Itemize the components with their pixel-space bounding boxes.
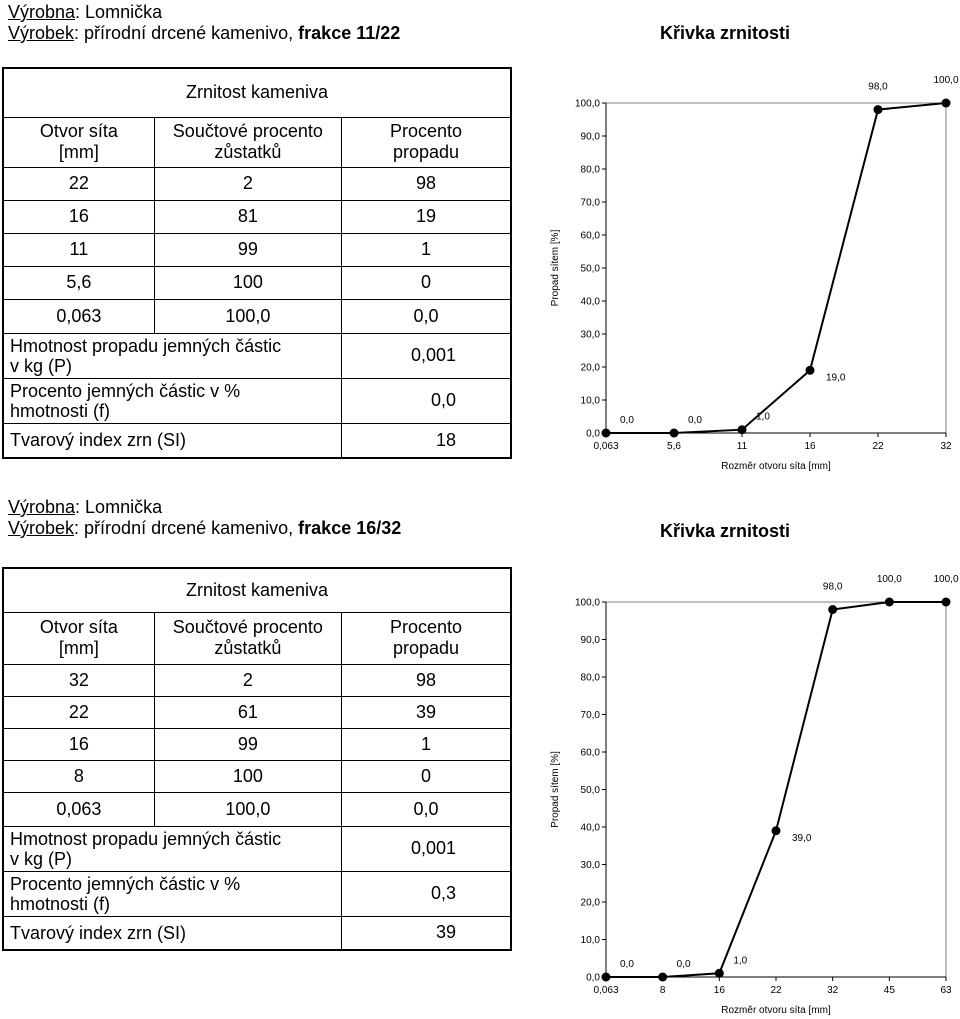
data-point — [772, 826, 781, 835]
table-row: 32 2 98 — [3, 664, 511, 696]
data-label: 100,0 — [933, 574, 959, 585]
shape-index-label: Tvarový index zrn (SI) — [3, 916, 341, 950]
fines-mass-label: Hmotnost propadu jemných částic v kg (P) — [3, 826, 341, 871]
data-point — [602, 429, 611, 438]
table-row: 5,6 100 0 — [3, 266, 511, 299]
col-header-passing: Procento propadu — [341, 612, 511, 664]
data-point — [828, 605, 837, 614]
data-label: 1,0 — [756, 411, 770, 423]
data-label: 100,0 — [933, 75, 959, 86]
product-header — [8, 497, 401, 539]
y-tick-label: 10,0 — [580, 935, 600, 946]
x-axis-title: Rozměr otvoru síta [mm] — [721, 461, 831, 472]
table-row: 22 61 39 — [3, 696, 511, 728]
x-tick-label: 32 — [827, 985, 839, 996]
y-tick-label: 50,0 — [580, 263, 600, 275]
data-point — [942, 99, 951, 108]
y-tick-label: 0,0 — [586, 428, 600, 440]
y-tick-label: 100,0 — [574, 597, 600, 609]
fines-percent-value: 0,3 — [341, 871, 511, 916]
x-tick-label: 0,063 — [593, 441, 619, 452]
x-tick-label: 32 — [940, 441, 952, 452]
y-tick-label: 10,0 — [580, 395, 600, 407]
table-title: Zrnitost kameniva — [3, 68, 511, 117]
data-point — [738, 425, 747, 434]
y-tick-label: 60,0 — [580, 230, 600, 242]
table-row: 0,063 100,0 0,0 — [3, 792, 511, 826]
product-header — [8, 2, 400, 44]
data-label: 0,0 — [620, 959, 634, 970]
data-point — [885, 598, 894, 607]
x-tick-label: 8 — [659, 985, 666, 996]
product-value: : přírodní drcené kamenivo, — [74, 23, 299, 43]
x-tick-label: 16 — [804, 441, 816, 452]
plant-label: Výrobna — [8, 2, 76, 22]
y-tick-label: 80,0 — [580, 672, 600, 684]
fines-percent-label: Procento jemných částic v % hmotnosti (f) — [3, 378, 341, 423]
product-label: Výrobek — [8, 23, 75, 43]
y-tick-label: 60,0 — [580, 747, 600, 759]
y-tick-label: 40,0 — [580, 822, 600, 834]
x-tick-label: 0,063 — [593, 985, 619, 996]
shape-index-label: Tvarový index zrn (SI) — [3, 423, 341, 458]
grading-curve-chart-1 — [540, 70, 960, 480]
fines-percent-value: 0,0 — [341, 378, 511, 423]
data-point — [658, 973, 667, 982]
table-title: Zrnitost kameniva — [3, 568, 511, 612]
data-point — [874, 105, 883, 114]
table-row: 8 100 0 — [3, 760, 511, 792]
y-tick-label: 70,0 — [580, 197, 600, 209]
data-point — [602, 973, 611, 982]
x-axis-title: Rozměr otvoru síta [mm] — [721, 1005, 831, 1016]
data-label: 19,0 — [826, 372, 846, 384]
col-header-sieve: Otvor síta [mm] — [3, 612, 154, 664]
data-label: 98,0 — [822, 581, 843, 593]
x-tick-label: 63 — [940, 985, 952, 996]
fines-mass-label: Hmotnost propadu jemných částic v kg (P) — [3, 333, 341, 378]
col-header-cumulative: Součtové procento zůstatků — [154, 612, 341, 664]
data-point — [942, 598, 951, 607]
grain-size-table — [2, 67, 512, 459]
data-point — [670, 429, 679, 438]
table-row: 22 2 98 — [3, 167, 511, 200]
y-axis-title: Propad sítem [%] — [550, 751, 561, 828]
col-header-sieve: Otvor síta [mm] — [3, 117, 154, 167]
y-axis-title: Propad sítem [%] — [550, 229, 561, 307]
data-label: 0,0 — [676, 959, 691, 970]
data-point — [806, 366, 815, 375]
plant-value: : Lomnička — [75, 497, 163, 517]
fines-percent-label: Procento jemných částic v % hmotnosti (f) — [3, 871, 341, 916]
table-row: 11 99 1 — [3, 233, 511, 266]
x-tick-label: 11 — [736, 441, 748, 452]
product-section-1 — [0, 0, 960, 500]
data-label: 0,0 — [620, 415, 634, 426]
y-tick-label: 90,0 — [580, 131, 600, 143]
data-point — [715, 969, 724, 978]
data-label: 1,0 — [733, 955, 748, 967]
y-tick-label: 100,0 — [574, 98, 600, 110]
grain-size-table — [2, 567, 512, 951]
product-value: : přírodní drcené kamenivo, — [74, 518, 299, 538]
x-tick-label: 45 — [883, 985, 895, 996]
fines-mass-value: 0,001 — [341, 333, 511, 378]
shape-index-value: 18 — [341, 423, 511, 458]
table-row: 16 99 1 — [3, 728, 511, 760]
x-tick-label: 16 — [713, 985, 725, 996]
fraction-label: frakce 11/22 — [298, 23, 401, 43]
product-section-2 — [0, 495, 960, 1019]
data-label: 39,0 — [792, 832, 812, 844]
x-tick-label: 5,6 — [667, 441, 681, 452]
y-tick-label: 20,0 — [580, 897, 600, 909]
fraction-label: frakce 16/32 — [298, 518, 402, 538]
plot-area — [606, 602, 946, 977]
y-tick-label: 90,0 — [580, 635, 600, 646]
shape-index-value: 39 — [341, 916, 511, 950]
table-row: 16 81 19 — [3, 200, 511, 233]
plant-value: : Lomnička — [75, 2, 163, 22]
y-tick-label: 30,0 — [580, 860, 600, 871]
x-tick-label: 22 — [872, 441, 884, 452]
curve-title: Křivka zrnitosti — [660, 521, 791, 541]
table-row: 0,063 100,0 0,0 — [3, 299, 511, 333]
fines-mass-value: 0,001 — [341, 826, 511, 871]
y-tick-label: 70,0 — [580, 710, 600, 721]
product-label: Výrobek — [8, 518, 75, 538]
y-tick-label: 40,0 — [580, 296, 600, 308]
col-header-passing: Procento propadu — [341, 117, 511, 167]
x-tick-label: 22 — [770, 985, 782, 996]
col-header-cumulative: Součtové procento zůstatků — [154, 117, 341, 167]
y-tick-label: 0,0 — [586, 972, 600, 984]
y-tick-label: 20,0 — [580, 362, 600, 374]
y-tick-label: 80,0 — [580, 164, 600, 176]
data-label: 0,0 — [688, 415, 702, 426]
plant-label: Výrobna — [8, 497, 76, 517]
curve-title: Křivka zrnitosti — [660, 23, 791, 43]
grading-curve-chart-2 — [540, 567, 960, 1019]
data-label: 98,0 — [868, 81, 888, 93]
y-tick-label: 30,0 — [580, 329, 600, 341]
y-tick-label: 50,0 — [580, 785, 600, 796]
plot-area — [606, 103, 946, 433]
data-label: 100,0 — [876, 574, 902, 585]
